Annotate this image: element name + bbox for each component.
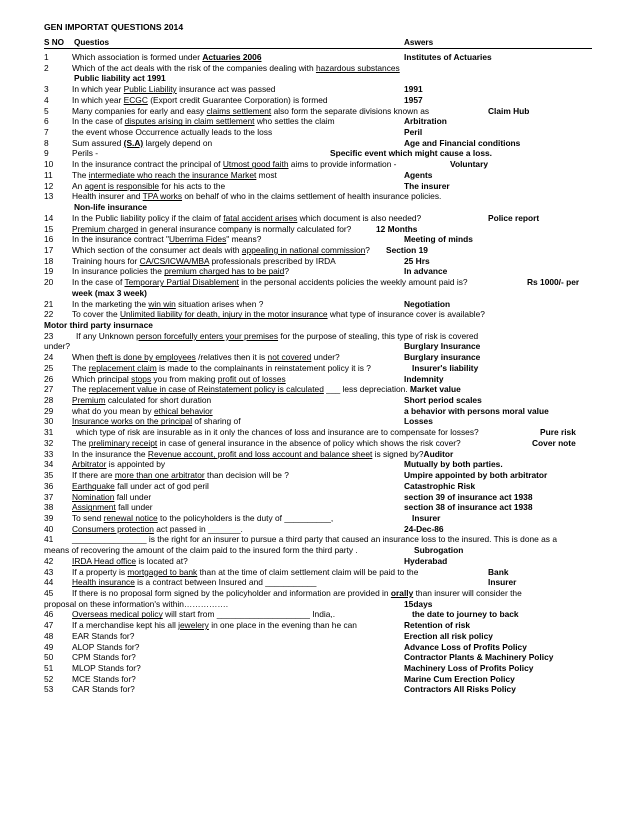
underlined-phrase: person forcefully enters your premises xyxy=(136,330,279,341)
question-fragment: The xyxy=(72,437,89,448)
question-text xyxy=(72,481,209,491)
question-text: under? xyxy=(44,341,71,352)
answer-text: Bank xyxy=(488,566,509,577)
answer-text: Burglary Insurance xyxy=(404,341,481,352)
underlined-phrase: Arbitrator xyxy=(72,459,107,470)
question-fragment: insurance act was passed xyxy=(176,84,276,95)
question-fragment: Training hours for xyxy=(72,255,140,266)
question-text xyxy=(72,524,243,534)
answer-text: 1991 xyxy=(404,84,423,95)
question-text xyxy=(72,213,421,223)
answer-text: Umpire appointed by both arbitrator xyxy=(404,470,548,481)
question-number: 41 xyxy=(44,534,54,545)
question-number: 46 xyxy=(44,609,54,620)
answer-text: section 39 of insurance act 1938 xyxy=(404,491,533,502)
question-text xyxy=(72,674,136,684)
question-text xyxy=(72,127,272,137)
question-fragment: fall under xyxy=(115,502,153,513)
question-fragment: In the insurance contract " xyxy=(72,234,170,245)
answer-text: 24-Dec-86 xyxy=(404,523,444,534)
underlined-phrase: theft is done by employees xyxy=(96,352,196,363)
question-fragment: If there are xyxy=(72,470,115,481)
answer-text: the date to journey to back xyxy=(412,609,519,620)
underlined-phrase: claims settlement xyxy=(206,105,272,116)
question-number: 10 xyxy=(44,159,54,170)
answer-text: Marine Cum Erection Policy xyxy=(404,673,515,684)
question-text xyxy=(72,534,557,544)
answer-text: Voluntary xyxy=(450,159,489,170)
question-fragment: in one place in the evening than he can xyxy=(208,620,357,631)
question-fragment: In the case of xyxy=(72,116,125,127)
question-fragment: In the case of xyxy=(72,277,125,288)
answer-text: Meeting of minds xyxy=(404,234,473,245)
underlined-phrase: fatal accident arises xyxy=(223,212,298,223)
question-fragment: Which section of the consumer act deals with xyxy=(72,244,242,255)
question-text xyxy=(76,331,478,341)
answer-text: Agents xyxy=(404,169,433,180)
question-number: 11 xyxy=(44,169,53,180)
answer-text: Section 19 xyxy=(386,244,428,255)
header-rule xyxy=(44,48,592,49)
question-fragment: When xyxy=(72,352,97,363)
question-fragment: Which principal xyxy=(72,373,132,384)
question-fragment: is signed by? xyxy=(372,448,424,459)
underlined-phrase: Uberrima Fides xyxy=(169,234,227,245)
question-fragment: In which year xyxy=(72,84,124,95)
question-number: 15 xyxy=(44,223,54,234)
question-number: 40 xyxy=(44,523,54,534)
underlined-phrase: intermediate who reach the insurance Market xyxy=(88,169,257,180)
underlined-phrase: Unlimited liability for death, injury in the motor insurance xyxy=(119,309,328,320)
question-number: 21 xyxy=(44,298,54,309)
question-text xyxy=(72,148,98,158)
question-text xyxy=(72,513,333,523)
question-text xyxy=(72,631,134,641)
question-number: 52 xyxy=(44,673,54,684)
question-fragment: Perils - xyxy=(72,148,99,159)
underlined-phrase: TPA works xyxy=(142,191,183,202)
question-fragment: than insurer will consider the xyxy=(413,588,522,598)
answer-text: Police report xyxy=(488,212,540,223)
question-fragment: ? xyxy=(284,266,289,277)
underlined-phrase: orally xyxy=(390,588,414,598)
question-text xyxy=(72,684,135,694)
question-fragment: ___ less depreciation. xyxy=(323,384,410,395)
question-text xyxy=(72,106,429,116)
question-fragment: which document is also needed? xyxy=(297,212,422,223)
question-fragment: CAR Stands for? xyxy=(72,684,135,695)
question-text xyxy=(72,224,351,234)
question-fragment: is appointed by xyxy=(106,459,166,470)
answer-text: Catastrophic Risk xyxy=(404,480,476,491)
underlined-phrase: preliminary receipt xyxy=(88,437,158,448)
question-fragment: Sum assured xyxy=(72,137,124,148)
question-number: 23 xyxy=(44,330,54,341)
question-fragment: calculated for short duration xyxy=(105,395,212,406)
underlined-phrase: Overseas medical policy xyxy=(72,609,163,620)
question-text xyxy=(72,416,241,426)
question-fragment: is located at? xyxy=(136,555,188,566)
question-text xyxy=(72,449,453,459)
answer-text: Hyderabad xyxy=(404,555,448,566)
question-number: 33 xyxy=(44,448,54,459)
question-fragment: who settles the claim xyxy=(254,116,335,127)
question-text xyxy=(72,588,522,598)
question-text xyxy=(72,374,286,384)
question-number: 47 xyxy=(44,620,54,631)
underlined-phrase: Nomination xyxy=(72,491,115,502)
question-fragment: Which association is formed under xyxy=(72,52,203,62)
question-fragment: will start from ____________________ India,. xyxy=(162,609,336,620)
answer-text: The insurer xyxy=(404,180,450,191)
question-number: 32 xyxy=(44,437,54,448)
answer-text: Age and Financial conditions xyxy=(404,137,521,148)
question-fragment: for his acts to the xyxy=(159,180,226,191)
question-number: 38 xyxy=(44,502,54,513)
underlined-phrase: (S.A) xyxy=(123,137,144,148)
question-fragment: If any Unknown xyxy=(76,330,137,341)
question-number: 18 xyxy=(44,255,54,266)
question-fragment: the event whose Occurrence actually leads to the loss xyxy=(72,127,273,138)
question-fragment: CPM Stands for? xyxy=(72,652,136,663)
answer-text: Mutually by both parties. xyxy=(404,459,503,470)
question-fragment: In which year xyxy=(72,94,124,105)
underlined-phrase: Health insurance xyxy=(72,577,135,588)
underlined-phrase: ethical behavior xyxy=(153,405,213,416)
underlined-phrase: IRDA Head office xyxy=(72,555,137,566)
underlined-phrase: profit out of losses xyxy=(217,373,286,384)
answer-text: Insurer xyxy=(488,577,517,588)
answer-text: 25 Hrs xyxy=(404,255,430,266)
question-number: 53 xyxy=(44,684,54,695)
question-text xyxy=(72,170,277,180)
question-fragment: In the Public liability policy if the claim of xyxy=(72,212,224,223)
question-number: 36 xyxy=(44,480,54,491)
question-fragment: largely depend on xyxy=(143,137,213,148)
question-fragment: in general insurance company is normally calculated for? xyxy=(138,223,352,234)
question-fragment: than decision will be ? xyxy=(204,470,289,481)
question-number: 50 xyxy=(44,652,54,663)
answer-text: Contractor Plants & Machinery Policy xyxy=(404,652,554,663)
question-number: 16 xyxy=(44,234,54,245)
question-fragment: ALOP Stands for? xyxy=(72,641,140,652)
question-fragment: is a contract between Insured and ___________ xyxy=(134,577,317,588)
question-fragment: on behalf of who in the claims settlement of health insurance policies. xyxy=(182,191,442,202)
answer-text: section 38 of insurance act 1938 xyxy=(404,502,533,513)
answer-text: Rs 1000/- per xyxy=(527,277,580,288)
answer-text: Institutes of Actuaries xyxy=(404,52,492,62)
question-fragment: ? xyxy=(365,244,370,255)
answer-text: Insurer's liability xyxy=(412,362,479,373)
underlined-phrase: jewelery xyxy=(178,620,209,631)
underlined-phrase: CA/CS/ICWA/MBA xyxy=(139,255,210,266)
underlined-phrase: ECGC xyxy=(123,94,148,105)
answer-text: a behavior with persons moral value xyxy=(404,405,549,416)
question-number: 29 xyxy=(44,405,54,416)
answer-text: Cover note xyxy=(532,437,576,448)
question-text xyxy=(72,52,261,62)
underlined-phrase: Revenue account, profit and loss account and balance sheet xyxy=(147,448,373,459)
underlined-phrase: mortgaged to bank xyxy=(127,566,198,577)
question-number: 1 xyxy=(44,52,49,62)
question-fragment: (Export credit Guarantee Corporation) is formed xyxy=(147,94,328,105)
answer-text: Claim Hub xyxy=(488,105,530,116)
question-number: 42 xyxy=(44,555,54,566)
answer-text: Contractors All Risks Policy xyxy=(404,684,516,695)
answer-text: Short period scales xyxy=(404,395,482,406)
question-fragment: /relatives then it is xyxy=(195,352,268,363)
question-number: 17 xyxy=(44,244,54,255)
answer-text: Arbitration xyxy=(404,116,447,127)
question-text xyxy=(72,577,316,587)
question-fragment: fall under xyxy=(114,491,152,502)
question-number: 7 xyxy=(44,127,49,138)
underlined-phrase: renewal notice xyxy=(103,512,158,523)
question-fragment: In insurance policies the xyxy=(72,266,165,277)
underlined-phrase: Premium charged xyxy=(72,223,139,234)
answer-text: 12 Months xyxy=(376,223,418,234)
underlined-phrase: win win xyxy=(148,298,176,309)
question-text xyxy=(72,406,213,416)
question-fragment: situation arises when ? xyxy=(175,298,264,309)
question-number: 24 xyxy=(44,352,54,363)
question-text xyxy=(72,363,371,373)
question-number: 34 xyxy=(44,459,54,470)
question-text xyxy=(72,663,141,673)
question-text: proposal on these information's within……………. xyxy=(44,598,229,609)
question-number: 13 xyxy=(44,191,54,202)
answer-text: In advance xyxy=(404,266,448,277)
question-fragment: To send xyxy=(72,512,104,523)
question-fragment: The xyxy=(72,384,89,395)
question-text xyxy=(72,609,335,619)
underlined-phrase: Temporary Partial Disablement xyxy=(124,277,239,288)
question-number: 30 xyxy=(44,416,54,427)
question-number: 2 xyxy=(44,62,49,73)
header-questions: Questios xyxy=(74,38,110,47)
answer-text: Indemnity xyxy=(404,373,444,384)
header-answers: Aswers xyxy=(404,38,434,47)
question-fragment: you from making xyxy=(151,373,218,384)
answer-text: Retention of risk xyxy=(404,620,471,631)
question-fragment: what type of insurance cover is available? xyxy=(327,309,485,320)
underlined-phrase: Assignment xyxy=(72,502,116,513)
question-number: 43 xyxy=(44,566,54,577)
question-fragment: to the policyholders is the duty of __________, xyxy=(157,512,334,523)
question-fragment: If a merchandise kept his all xyxy=(72,620,179,631)
question-text xyxy=(72,256,336,266)
underlined-phrase: Premium xyxy=(72,395,106,406)
question-text xyxy=(72,620,357,630)
underlined-phrase: stops xyxy=(131,373,152,384)
question-text xyxy=(72,63,400,73)
underlined-phrase: hazardous substances xyxy=(315,62,400,73)
question-fragment: under? xyxy=(311,352,340,363)
question-number: 8 xyxy=(44,137,49,148)
question-text xyxy=(72,299,263,309)
question-text xyxy=(72,395,211,405)
underlined-phrase: not covered xyxy=(267,352,312,363)
question-text xyxy=(72,277,468,287)
question-fragment: professionals prescribed by IRDA xyxy=(209,255,336,266)
underlined-phrase: premium charged has to be paid xyxy=(164,266,285,277)
question-fragment: Health insurer and xyxy=(72,191,143,202)
question-text xyxy=(72,556,188,566)
underlined-phrase: appealing in national commission xyxy=(241,244,366,255)
answer-text: Specific event which might cause a loss. xyxy=(330,148,492,159)
question-number: 45 xyxy=(44,588,54,598)
underlined-phrase: replacement claim xyxy=(88,362,157,373)
question-text xyxy=(72,116,335,126)
underlined-phrase: Public Liability xyxy=(123,84,177,95)
question-fragment: EAR Stands for? xyxy=(72,630,135,641)
underlined-phrase: agent is responsible xyxy=(84,180,160,191)
question-text xyxy=(72,159,396,169)
question-number: 5 xyxy=(44,105,49,116)
question-number: 6 xyxy=(44,116,49,127)
underlined-phrase: replacement value in case of Reinstatement policy is calculated xyxy=(88,384,324,395)
question-number: 44 xyxy=(44,577,54,588)
question-text xyxy=(72,502,153,512)
question-number: 19 xyxy=(44,266,54,277)
question-text xyxy=(72,309,485,319)
answer-text: Pure risk xyxy=(540,427,576,438)
answer-text: Erection all risk policy xyxy=(404,630,493,641)
question-number: 14 xyxy=(44,212,54,223)
question-fragment: The xyxy=(72,169,89,180)
question-text xyxy=(72,470,289,480)
question-fragment: what do you mean by xyxy=(72,405,154,416)
question-fragment: " means? xyxy=(226,234,262,245)
answer-text: 15days xyxy=(404,598,433,609)
question-fragment: in the personal accidents policies the weekly amount paid is? xyxy=(238,277,468,288)
answer-text: Subrogation xyxy=(414,545,464,556)
question-text xyxy=(72,438,461,448)
question-fragment: The xyxy=(72,362,89,373)
question-number: 51 xyxy=(44,663,54,674)
question-text xyxy=(72,567,418,577)
question-fragment: MLOP Stands for? xyxy=(72,663,141,674)
question-number: 31 xyxy=(44,427,54,438)
answer-text: 1957 xyxy=(404,94,423,105)
underlined-phrase: Insurance works on the principal xyxy=(72,416,193,427)
question-text xyxy=(72,266,289,276)
question-fragment: than at the time of claim settlement claim will be paid to the xyxy=(197,566,419,577)
header-sno: S NO xyxy=(44,38,65,47)
question-fragment: for the purpose of stealing, this type of risk is covered xyxy=(278,330,479,341)
question-fragment: ________________ is the right for an insurer to pursue a third party that caused an insurance loss to the insured. This is done as a xyxy=(72,534,557,545)
question-fragment: which type of risk are insurable as in it only the chances of loss and insurance are to compensate for losses? xyxy=(76,427,479,438)
page-title: GEN IMPORTAT QUESTIONS 2014 xyxy=(44,22,184,32)
question-number: 9 xyxy=(44,148,49,159)
question-text xyxy=(72,642,139,652)
question-fragment: In the marketing the xyxy=(72,298,149,309)
section-heading-text: Non-life insurance xyxy=(74,202,148,213)
question-number: 4 xyxy=(44,94,49,105)
underlined-phrase: Utmost good faith xyxy=(222,159,289,170)
underlined-phrase: disputes arising in claim settlement xyxy=(124,116,255,127)
section-heading-text: Public liability act 1991 xyxy=(74,73,166,84)
question-fragment: most xyxy=(256,169,277,180)
question-fragment: of sharing of xyxy=(192,416,241,427)
question-fragment: also form the separate divisions known as xyxy=(271,105,430,116)
question-text xyxy=(72,245,370,255)
question-number: 25 xyxy=(44,362,54,373)
question-number: 49 xyxy=(44,641,54,652)
question-number: 27 xyxy=(44,384,54,395)
question-fragment: aims to provide information - xyxy=(288,159,397,170)
question-text xyxy=(72,352,340,362)
question-number: 28 xyxy=(44,395,54,406)
answer-text: Advance Loss of Profits Policy xyxy=(404,641,527,652)
question-fragment: Market value xyxy=(410,384,461,395)
question-text xyxy=(72,95,328,105)
question-text xyxy=(72,234,261,244)
question-text xyxy=(72,492,151,502)
question-text xyxy=(72,652,136,662)
question-fragment: An xyxy=(72,180,85,191)
question-fragment: act passed in _______. xyxy=(153,523,243,534)
question-text xyxy=(72,459,165,469)
question-number: 35 xyxy=(44,470,54,481)
question-number: 39 xyxy=(44,512,54,523)
answer-text: Losses xyxy=(404,416,433,427)
question-fragment: in case of general insurance in the absence of policy which shows the risk cover? xyxy=(157,437,461,448)
question-number: 26 xyxy=(44,373,54,384)
question-fragment: In the insurance contract the principal of xyxy=(72,159,223,170)
question-fragment: Auditor xyxy=(423,448,454,459)
question-fragment: If there is no proposal form signed by the policyholder and information are provided in xyxy=(72,588,391,598)
answer-text: Negotiation xyxy=(404,298,451,309)
question-text: week (max 3 week) xyxy=(72,287,147,298)
underlined-phrase: Actuaries 2006 xyxy=(202,52,262,62)
question-fragment: To cover the xyxy=(72,309,120,320)
question-fragment: is made to the complainants in reinstatement policy it is ? xyxy=(156,362,371,373)
question-text xyxy=(76,427,479,437)
answer-text: Machinery Loss of Profits Policy xyxy=(404,663,534,674)
question-fragment: In the insurance the xyxy=(72,448,148,459)
question-number: 3 xyxy=(44,84,49,95)
question-fragment: Which of the act deals with the risk of the companies dealing with xyxy=(72,62,316,73)
section-heading-text: Motor third party insurnace xyxy=(44,320,153,330)
question-number: 37 xyxy=(44,491,54,502)
underlined-phrase: more than one arbitrator xyxy=(114,470,205,481)
question-text xyxy=(72,384,461,394)
answer-text: Burglary insurance xyxy=(404,352,481,363)
question-number: 12 xyxy=(44,180,54,191)
question-fragment: MCE Stands for? xyxy=(72,673,136,684)
question-fragment: If a property is xyxy=(72,566,128,577)
underlined-phrase: Earthquake xyxy=(72,480,115,491)
question-text xyxy=(72,191,441,201)
question-text xyxy=(72,138,212,148)
question-number: 22 xyxy=(44,309,54,320)
question-fragment: Many companies for early and easy xyxy=(72,105,207,116)
question-text: means of recovering the amount of the claim paid to the insured form the third party . xyxy=(44,545,358,556)
answer-text: Peril xyxy=(404,127,423,138)
question-text xyxy=(72,181,225,191)
answer-text: Insurer xyxy=(412,512,441,523)
question-number: 48 xyxy=(44,630,54,641)
question-text xyxy=(72,84,275,94)
question-fragment: fall under act of god peril xyxy=(114,480,209,491)
question-number: 20 xyxy=(44,277,54,288)
underlined-phrase: Consumers protection xyxy=(72,523,154,534)
